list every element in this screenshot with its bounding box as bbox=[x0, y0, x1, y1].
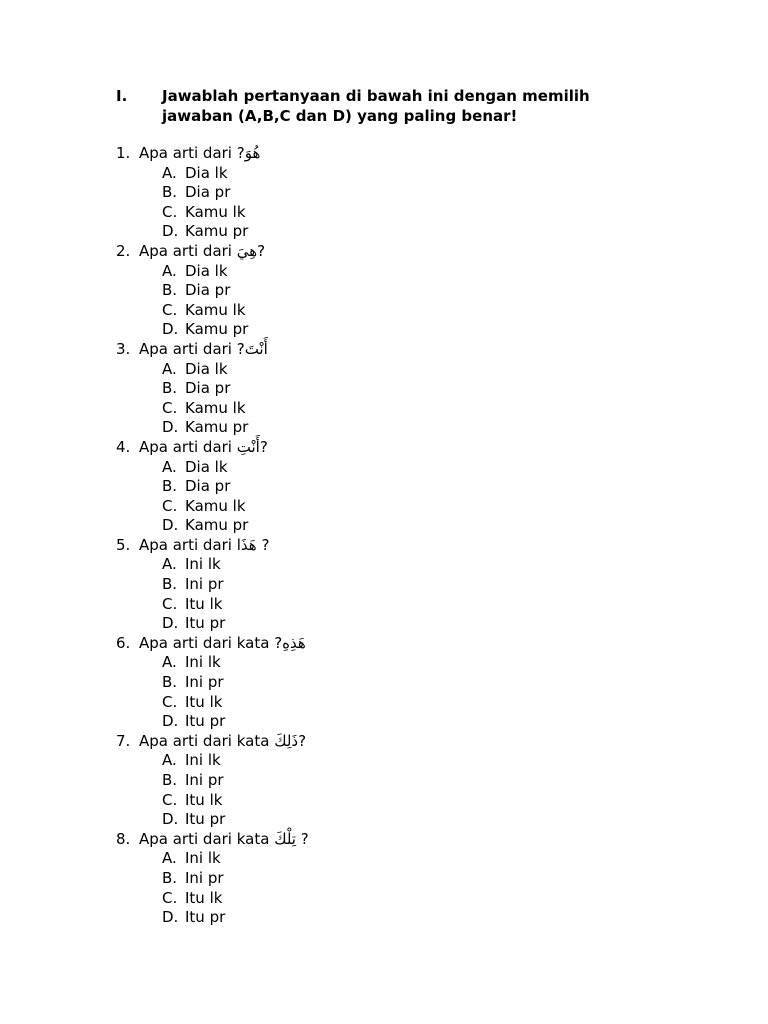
option-letter: D. bbox=[162, 516, 179, 535]
option-letter: B. bbox=[162, 771, 178, 789]
option-text: Ini lk bbox=[185, 555, 221, 574]
answer-option bbox=[162, 183, 676, 203]
option-text: Ini lk bbox=[185, 751, 221, 770]
option-letter: C. bbox=[162, 888, 178, 907]
question-item bbox=[116, 536, 676, 556]
option-text: Kamu pr bbox=[185, 516, 249, 535]
option-text: Itu lk bbox=[185, 594, 223, 613]
option-text: Ini lk bbox=[185, 653, 221, 672]
option-letter: B. bbox=[162, 673, 178, 692]
answer-option bbox=[162, 301, 676, 321]
option-text: Ini pr bbox=[185, 575, 224, 594]
answer-option bbox=[162, 379, 676, 399]
option-letter: D. bbox=[162, 712, 179, 731]
option-letter: C. bbox=[162, 398, 178, 417]
option-text: Kamu pr bbox=[185, 222, 249, 241]
option-text: Dia pr bbox=[185, 183, 231, 202]
answer-option bbox=[162, 849, 676, 869]
option-text: Kamu lk bbox=[185, 496, 246, 515]
option-text: Dia lk bbox=[185, 261, 228, 280]
question-number: 5. bbox=[116, 535, 131, 554]
question-text: Apa arti dari kata تِلْكَ ? bbox=[139, 829, 309, 848]
option-text: Itu pr bbox=[185, 908, 226, 927]
option-letter: D. bbox=[162, 222, 179, 241]
option-letter: B. bbox=[162, 281, 178, 300]
option-letter: B. bbox=[162, 379, 178, 398]
option-letter: C. bbox=[162, 496, 178, 515]
answer-option bbox=[162, 889, 676, 909]
answer-option bbox=[162, 771, 676, 791]
answer-option bbox=[162, 497, 676, 517]
question-number: 4. bbox=[116, 437, 131, 456]
question-item bbox=[116, 242, 676, 262]
question-text: Apa arti dari ?أَنْتَ bbox=[139, 339, 268, 358]
question-item bbox=[116, 340, 676, 360]
question-item bbox=[116, 732, 676, 752]
answer-option bbox=[162, 693, 676, 713]
option-letter: B. bbox=[162, 183, 178, 202]
option-text: Dia pr bbox=[185, 379, 231, 398]
answer-option bbox=[162, 595, 676, 615]
answer-option bbox=[162, 281, 676, 301]
option-text: Kamu lk bbox=[185, 398, 246, 417]
section-numeral: I. bbox=[116, 87, 128, 105]
option-letter: A. bbox=[162, 555, 177, 574]
question-item bbox=[116, 144, 676, 164]
answer-option bbox=[162, 262, 676, 282]
question-text: Apa arti dari kata ?هَذِهِ bbox=[139, 633, 306, 652]
question-number: 1. bbox=[116, 144, 131, 162]
answer-option bbox=[162, 203, 676, 223]
answer-option bbox=[162, 458, 676, 478]
option-text: Itu pr bbox=[185, 614, 226, 633]
option-text: Kamu pr bbox=[185, 320, 249, 339]
question-text: Apa arti dari kata ذَلِكَ? bbox=[139, 731, 307, 750]
option-text: Dia pr bbox=[185, 477, 231, 496]
answer-option bbox=[162, 908, 676, 928]
option-letter: A. bbox=[162, 163, 177, 182]
option-letter: C. bbox=[162, 692, 178, 711]
question-number: 8. bbox=[116, 829, 131, 848]
option-text: Ini pr bbox=[185, 771, 224, 789]
option-letter: C. bbox=[162, 594, 178, 613]
option-letter: A. bbox=[162, 653, 177, 672]
answer-option bbox=[162, 575, 676, 595]
instruction-line-1: Jawablah pertanyaan di bawah ini dengan memilih bbox=[162, 87, 590, 105]
option-letter: B. bbox=[162, 868, 178, 887]
answer-option bbox=[162, 418, 676, 438]
answer-option bbox=[162, 712, 676, 732]
question-item bbox=[116, 830, 676, 850]
option-text: Dia lk bbox=[185, 359, 228, 378]
option-letter: B. bbox=[162, 477, 178, 496]
instruction-text bbox=[162, 86, 676, 126]
option-text: Itu lk bbox=[185, 692, 223, 711]
question-text: Apa arti dari ?هُوَ bbox=[139, 144, 261, 162]
answer-option bbox=[162, 673, 676, 693]
option-letter: A. bbox=[162, 457, 177, 476]
option-text: Itu pr bbox=[185, 712, 226, 731]
option-text: Ini pr bbox=[185, 673, 224, 692]
question-item bbox=[116, 634, 676, 654]
option-letter: C. bbox=[162, 300, 178, 319]
answer-option bbox=[162, 555, 676, 575]
answer-option bbox=[162, 751, 676, 771]
answer-option bbox=[162, 614, 676, 634]
option-letter: D. bbox=[162, 614, 179, 633]
question-number: 6. bbox=[116, 633, 131, 652]
option-letter: D. bbox=[162, 908, 179, 927]
question-list bbox=[116, 144, 676, 928]
option-letter: D. bbox=[162, 810, 179, 829]
question-number: 3. bbox=[116, 339, 131, 358]
answer-option bbox=[162, 791, 676, 811]
option-text: Ini pr bbox=[185, 868, 224, 887]
option-text: Kamu lk bbox=[185, 300, 246, 319]
question-number: 7. bbox=[116, 731, 131, 750]
question-text: Apa arti dari هَذَا ? bbox=[139, 535, 270, 554]
option-text: Itu lk bbox=[185, 790, 223, 809]
option-text: Ini lk bbox=[185, 849, 221, 868]
option-text: Itu pr bbox=[185, 810, 226, 829]
option-letter: A. bbox=[162, 359, 177, 378]
instruction-block bbox=[116, 86, 676, 126]
answer-option bbox=[162, 516, 676, 536]
option-letter: A. bbox=[162, 261, 177, 280]
instruction-line-2: jawaban (A,B,C dan D) yang paling benar! bbox=[162, 107, 518, 125]
answer-option bbox=[162, 477, 676, 497]
option-letter: C. bbox=[162, 790, 178, 809]
option-text: Dia lk bbox=[185, 163, 228, 182]
answer-option bbox=[162, 810, 676, 830]
question-text: Apa arti dari أَنْتِ? bbox=[139, 437, 268, 456]
question-number: 2. bbox=[116, 241, 131, 260]
question-text: Apa arti dari هِيَ? bbox=[139, 241, 266, 260]
answer-option bbox=[162, 222, 676, 242]
option-text: Itu lk bbox=[185, 888, 223, 907]
answer-option bbox=[162, 320, 676, 340]
option-text: Dia pr bbox=[185, 281, 231, 300]
question-item bbox=[116, 438, 676, 458]
option-letter: A. bbox=[162, 751, 177, 770]
answer-option bbox=[162, 164, 676, 184]
option-letter: A. bbox=[162, 849, 177, 868]
option-text: Dia lk bbox=[185, 457, 228, 476]
answer-option bbox=[162, 869, 676, 889]
answer-option bbox=[162, 399, 676, 419]
answer-option bbox=[162, 653, 676, 673]
option-letter: D. bbox=[162, 418, 179, 437]
option-text: Kamu pr bbox=[185, 418, 249, 437]
option-letter: C. bbox=[162, 202, 178, 221]
answer-option bbox=[162, 360, 676, 380]
option-letter: D. bbox=[162, 320, 179, 339]
option-letter: B. bbox=[162, 575, 178, 594]
option-text: Kamu lk bbox=[185, 202, 246, 221]
